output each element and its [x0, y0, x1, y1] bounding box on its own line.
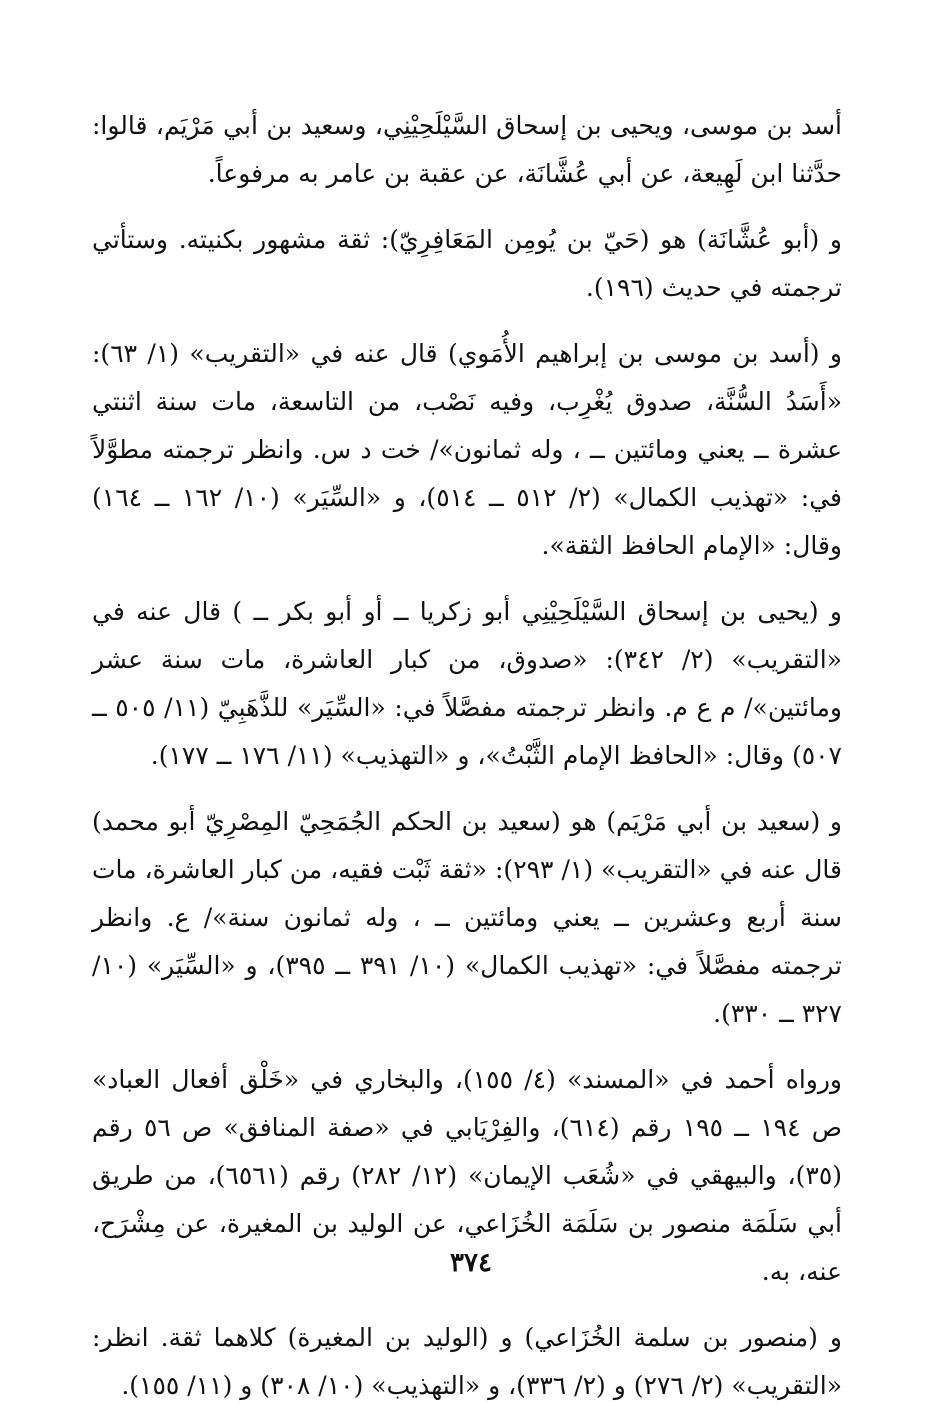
- paragraph-hadith-chain: أسد بن موسى، ويحيى بن إسحاق السَّيْلَحِيْنِي، وسعيد بن أبي مَرْيَم، قالوا: حدَّثنا ابن لَهِيعة، عن أبي عُشَّانَة، عن عقبة بن عامر به مرفوعاً.: [92, 111, 842, 188]
- paragraph-said-ibn-abi-maryam: و (سعيد بن أبي مَرْيَم) هو (سعيد بن الحكم الجُمَحِيّ المِصْرِيّ أبو محمد) قال عنه في «التقريب» (١/ ٢٩٣): «ثقة ثَبْت فقيه، من كبار العاشرة، مات سنة أربع وعشرين ــ يعني ومائتين ــ ، وله ثمانون سنة»/ ع. وانظر ترجمته مفصَّلاً في: «تهذيب الكمال» (١٠/ ٣٩١ ــ ٣٩٥)، و «السِّيَر» (١٠/ ٣٢٧ ــ ٣٣٠).: [92, 807, 842, 1028]
- paragraph-yahya-ibn-ishaq: و (يحيى بن إسحاق السَّيْلَحِيْنِي أبو زكريا ــ أو أبو بكر ــ ) قال عنه في «التقريب» (٢/ ٣٤٢): «صدوق، من كبار العاشرة، مات سنة عشر ومائتين»/ م ع م. وانظر ترجمته مفصَّلاً في: «السِّيَر» للذَّهَبِيّ (١١/ ٥٠٥ ــ ٥٠٧) وقال: «الحافظ الإمام الثَّبْتُ»، و «التهذيب» (١١/ ١٧٦ ــ ١٧٧).: [92, 597, 842, 770]
- page-number: ٣٧٤: [450, 1248, 492, 1278]
- paragraph-abu-ushshana: و (أبو عُشَّانَة) هو (حَيّ بن يُومِن المَعَافِرِيّ): ثقة مشهور بكنيته. وستأتي ترجمته في حديث (١٩٦).: [92, 225, 842, 302]
- paragraph-other-narrations: ورواه أحمد في «المسند» (٤/ ١٥٥)، والبخاري في «خَلْق أفعال العباد» ص ١٩٤ ــ ١٩٥ رقم (٦١٤)، والفِرْيَابي في «صفة المنافق» ص ٥٦ رقم (٣٥)، والبيهقي في «شُعَب الإيمان» (١٢/ ٢٨٢) رقم (٦٥٦١)، من طريق أبي سَلَمَة منصور بن سَلَمَة الخُزَاعي، عن الوليد بن المغيرة، عن مِشْرَح، عنه، به.: [92, 1065, 843, 1286]
- paragraph-asad-ibn-musa: و (أسد بن موسى بن إبراهيم الأُمَوي) قال عنه في «التقريب» (١/ ٦٣): «أَسَدُ السُّنَّة، صدوق يُغْرِب، وفيه نَصْب، من التاسعة، مات سنة اثنتي عشرة ــ يعني ومائتين ــ ، وله ثمانون»/ خت د س. وانظر ترجمته مطوَّلاً في: «تهذيب الكمال» (٢/ ٥١٢ ــ ٥١٤)، و «السِّيَر» (١٠/ ١٦٢ ــ ١٦٤) وقال: «الإمام الحافظ الثقة».: [92, 339, 842, 560]
- paragraph-mansur-and-walid: و (منصور بن سلمة الخُزَاعي) و (الوليد بن المغيرة) كلاهما ثقة. انظر: «التقريب» (٢/ ٢٧٦) و (٢/ ٣٣٦)، و «التهذيب» (١٠/ ٣٠٨) و (١١/ ١٥٥).: [92, 1323, 842, 1400]
- body-text: [92, 102, 842, 1428]
